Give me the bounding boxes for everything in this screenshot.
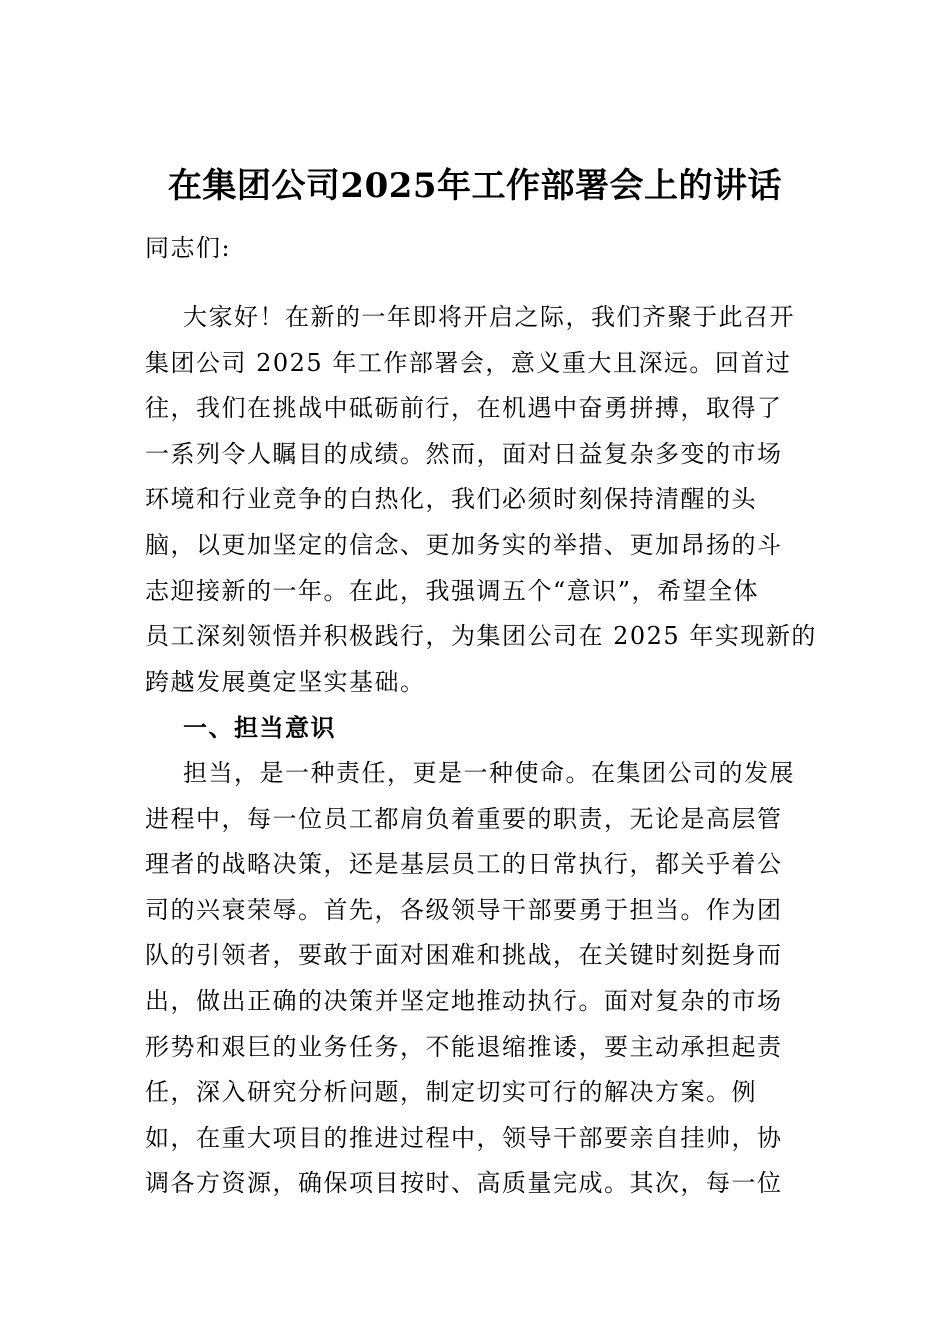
paragraph-line: 员工深刻领悟并积极践行，为集团公司在 2025 年实现新的 [145,622,817,651]
paragraph-line: 大家好！在新的一年即将开启之际，我们齐聚于此召开 [183,303,795,331]
paragraph-line: 司的兴衰荣辱。首先，各级领导干部要勇于担当。作为团 [145,895,783,924]
paragraph-line: 出，做出正确的决策并坚定地推动执行。面对复杂的市场 [145,986,783,1015]
section-heading: 一、担当意识 [183,713,336,743]
paragraph-line: 环境和行业竞争的白热化，我们必须时刻保持清醒的头 [145,485,757,514]
paragraph-line: 集团公司 2025 年工作部署会，意义重大且深远。回首过 [145,348,792,377]
paragraph-line: 队的引领者，要敢于面对困难和挑战，在关键时刻挺身而 [145,941,783,970]
paragraph-line: 脑，以更加坚定的信念、更加务实的举措、更加昂扬的斗 [145,530,783,559]
paragraph-line: 形势和艰巨的业务任务，不能退缩推诿，要主动承担起责 [145,1032,783,1061]
page-title: 在集团公司2025年工作部署会上的讲话 [167,166,783,206]
paragraph-line: 一系列令人瞩目的成绩。然而，面对日益复杂多变的市场 [145,439,783,468]
paragraph-line: 志迎接新的一年。在此，我强调五个“意识”，希望全体 [145,576,760,605]
paragraph-line: 理者的战略决策，还是基层员工的日常执行，都关乎着公 [145,850,783,879]
paragraph-line: 任，深入研究分析问题，制定切实可行的解决方案。例 [145,1078,757,1107]
salutation [145,226,805,272]
salutation-line: 同志们: [145,234,232,262]
paragraph-line: 进程中，每一位员工都肩负着重要的职责，无论是高层管 [145,804,783,833]
paragraph-line: 调各方资源，确保项目按时、高质量完成。其次，每一位 [145,1169,783,1198]
paragraph-line: 如，在重大项目的推进过程中，领导干部要亲自挂帅，协 [145,1123,783,1152]
paragraph-line: 往，我们在挑战中砥砺前行，在机遇中奋勇拼搏，取得了 [145,394,783,423]
paragraph-line: 担当，是一种责任，更是一种使命。在集团公司的发展 [183,758,795,787]
intro-paragraph [145,295,817,1207]
paragraph-line: 跨越发展奠定坚实基础。 [145,667,426,696]
